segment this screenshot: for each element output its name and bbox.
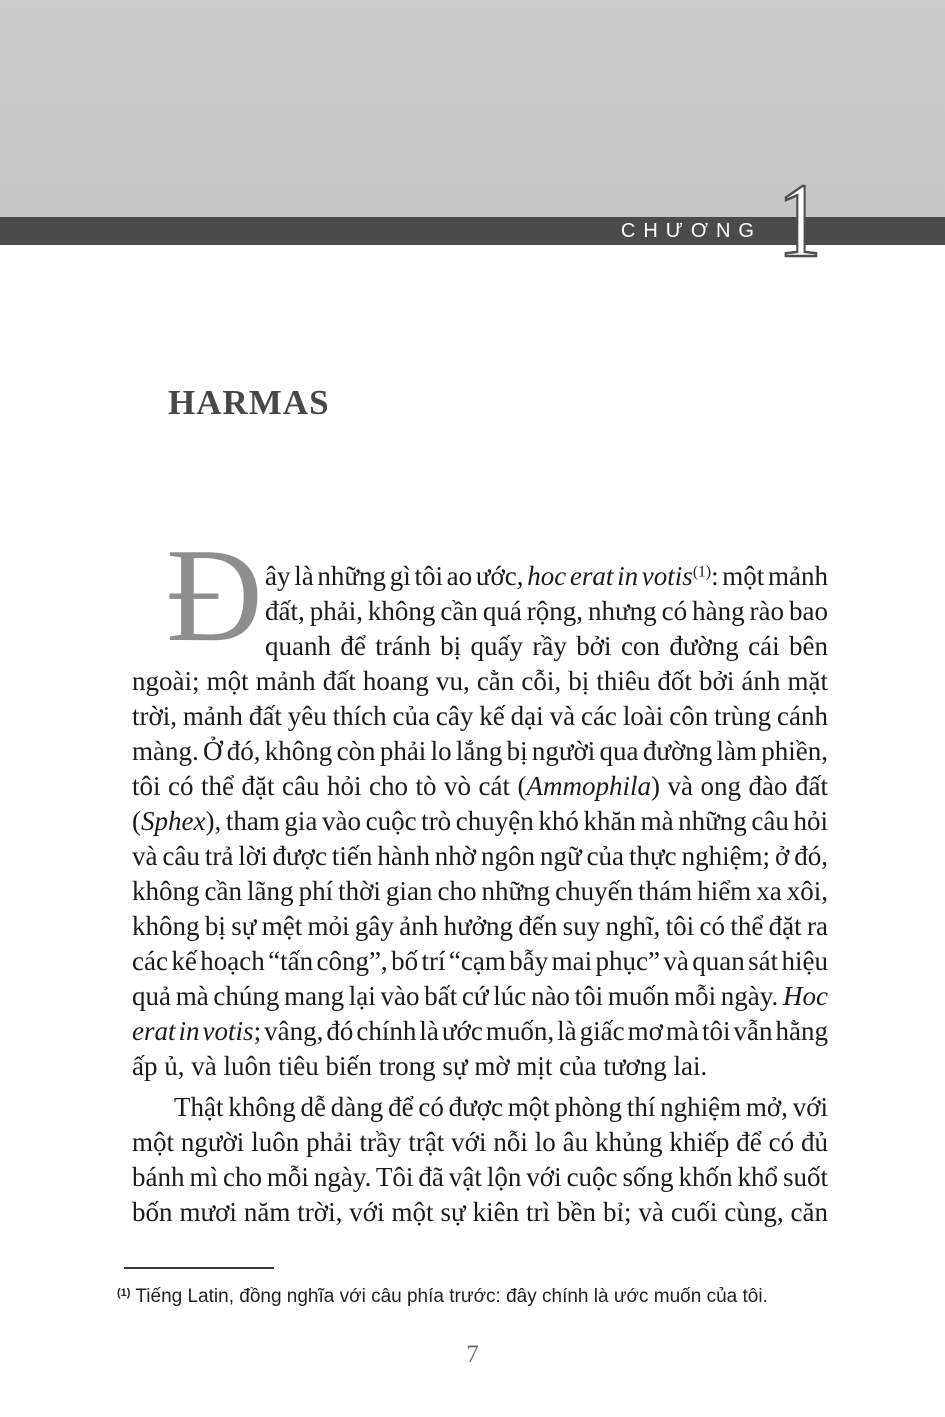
chapter-label: CHƯƠNG xyxy=(620,220,762,242)
text-line: bốn mươi năm trời, với một sự kiên trì bền bỉ; và cuối cùng, căn xyxy=(132,1196,828,1227)
page-title: HARMAS xyxy=(168,383,330,422)
text-line: màng. Ở đó, không còn phải lo lắng bị người qua đường làm phiền, xyxy=(132,735,828,766)
paragraph xyxy=(132,1090,828,1230)
text-line: Thật không dễ dàng để có được một phòng thí nghiệm mở, với xyxy=(174,1091,828,1122)
text-line: một người luôn phải trầy trật với nỗi lo âu khủng khiếp để có đủ xyxy=(132,1126,828,1157)
text-line: và câu trả lời được tiến hành nhờ ngôn ngữ của thực nghiệm; ở đó, xyxy=(132,840,828,871)
footnote-text: Tiếng Latin, đồng nghĩa với câu phía trước: đây chính là ước muốn của tôi. xyxy=(130,1286,768,1307)
page-number: 7 xyxy=(466,1341,479,1368)
footnote xyxy=(117,1281,857,1309)
footnote-rule xyxy=(124,1267,274,1269)
text-line: ấp ủ, và luôn tiêu biến trong sự mờ mịt của tương lai. xyxy=(132,1050,708,1081)
drop-cap: Đ xyxy=(166,521,263,669)
text-line: ngoài; một mảnh đất hoang vu, cằn cỗi, bị thiêu đốt bởi ánh mặt xyxy=(132,665,828,696)
text-line: ây là những gì tôi ao ước, hoc erat in votis$^{(1)}$: một mảnh xyxy=(265,560,828,591)
footnote-marker: (1) xyxy=(117,1287,131,1299)
text-line: tôi có thể đặt câu hỏi cho tò vò cát (Ammophila) và ong đào đất xyxy=(132,770,828,801)
text-line: không bị sự mệt mỏi gây ảnh hưởng đến suy nghĩ, tôi có thể đặt ra xyxy=(132,910,828,941)
text-line: erat in votis; vâng, đó chính là ước muốn, là giấc mơ mà tôi vẫn hằng xyxy=(132,1015,828,1046)
paragraph xyxy=(132,521,828,1084)
text-line: (Sphex), tham gia vào cuộc trò chuyện khó khăn mà những câu hỏi xyxy=(132,805,828,836)
chapter-number: 1 xyxy=(778,162,822,279)
text-line: quả mà chúng mang lại vào bất cứ lúc nào tôi muốn mỗi ngày. Hoc xyxy=(132,980,828,1011)
text-line: quanh để tránh bị quấy rầy bởi con đường cái bên xyxy=(265,630,828,661)
text-line: bánh mì cho mỗi ngày. Tôi đã vật lộn với cuộc sống khốn khổ suốt xyxy=(132,1161,828,1192)
text-line: không cần lãng phí thời gian cho những chuyến thám hiểm xa xôi, xyxy=(132,875,828,906)
body-text xyxy=(132,521,828,1230)
text-line: trời, mảnh đất yêu thích của cây kế dại và các loài côn trùng cánh xyxy=(132,700,828,731)
text-line: đất, phải, không cần quá rộng, nhưng có hàng rào bao xyxy=(265,595,828,626)
text-line: các kế hoạch “tấn công”, bố trí “cạm bẫy mai phục” và quan sát hiệu xyxy=(132,945,828,976)
